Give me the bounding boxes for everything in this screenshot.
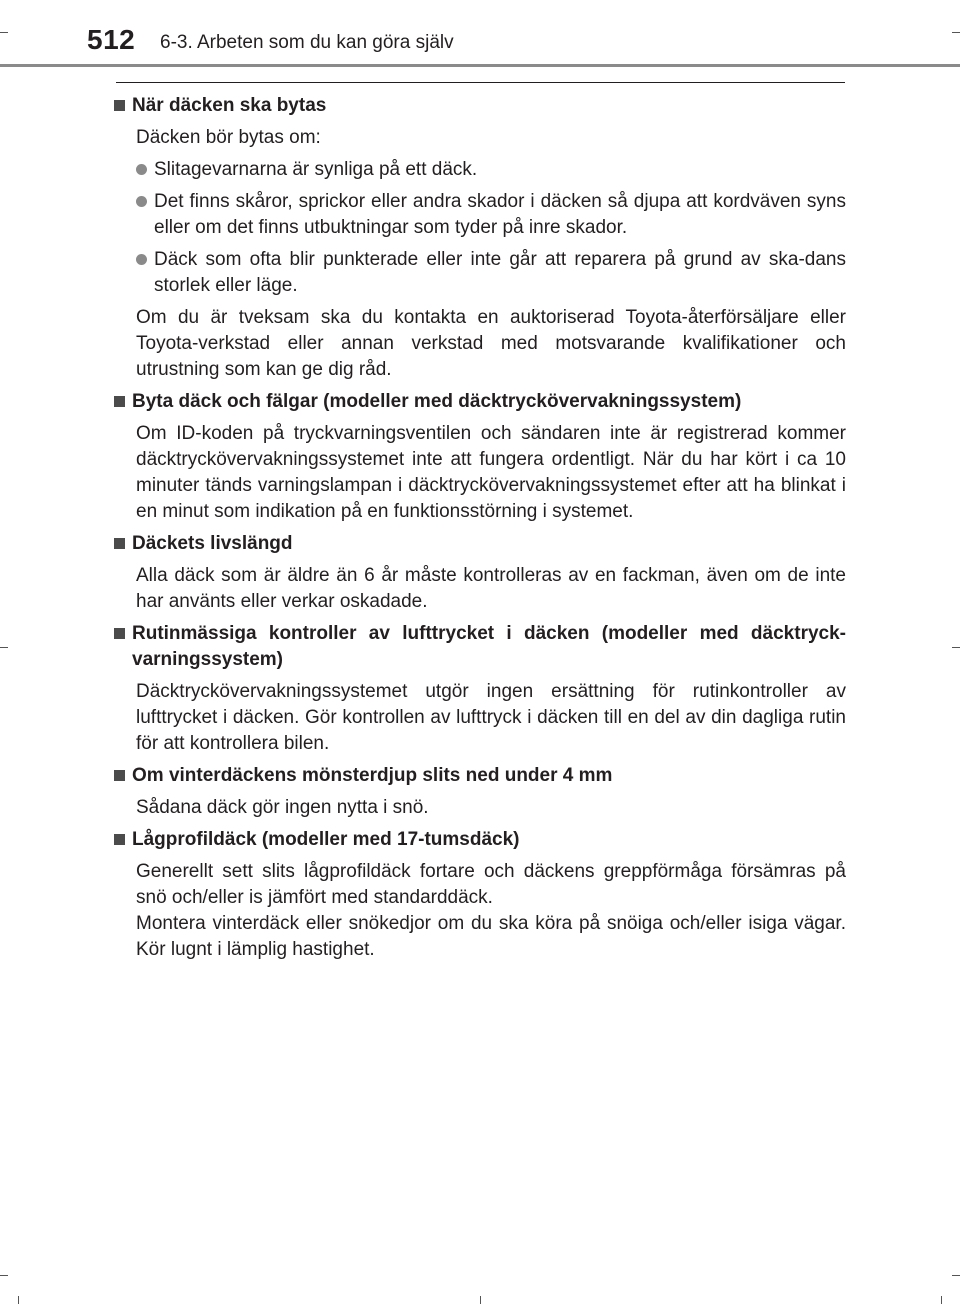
crop-mark <box>18 1296 19 1304</box>
square-bullet-icon <box>114 770 125 781</box>
list-item <box>136 157 846 183</box>
crop-mark <box>0 1275 8 1276</box>
crop-mark <box>952 647 960 648</box>
square-bullet-icon <box>114 100 125 111</box>
crop-mark <box>941 1296 942 1304</box>
heading-text: Rutinmässiga kontroller av lufttrycket i däcken (modeller med däcktryck-varningssystem) <box>132 623 846 670</box>
section-heading <box>114 93 846 119</box>
section-tire-lifespan <box>114 531 846 615</box>
circle-bullet-icon <box>136 164 147 175</box>
paragraph: Om ID-koden på tryckvarningsventilen och sändaren inte är registrerad kommer däcktryckövervakningssystemet inte att fungera ordentligt. När du har kört i ca 10 minuter tänds varningslampan i däcktryckövervakningssystemet efter att ha blinkat i en minut som indikation på en funktionsstörning i systemet. <box>136 423 846 522</box>
page-number: 512 <box>87 24 136 55</box>
circle-bullet-icon <box>136 196 147 207</box>
square-bullet-icon <box>114 396 125 407</box>
paragraph: Montera vinterdäck eller snökedjor om du ska köra på snöiga och/eller isiga vägar. Kör lugnt i lämplig hastighet. <box>136 913 846 960</box>
crop-mark <box>480 1296 481 1304</box>
square-bullet-icon <box>114 628 125 639</box>
paragraph: Sådana däck gör ingen nytta i snö. <box>136 797 429 818</box>
crop-mark <box>952 1275 960 1276</box>
section-heading <box>114 763 846 789</box>
section-heading <box>114 531 846 557</box>
section-winter-tread <box>114 763 846 821</box>
square-bullet-icon <box>114 538 125 549</box>
paragraph: Däcktryckövervakningssystemet utgör ingen ersättning för rutinkontroller av lufttrycket i däcken. Gör kontrollen av lufttryck i däcken till en del av din dagliga rutin för att kontrollera bilen. <box>136 681 846 754</box>
section-tpms-wheels <box>114 389 846 525</box>
list-item-text: Däck som ofta blir punkterade eller inte går att reparera på grund av ska-dans storlek eller läge. <box>154 249 846 296</box>
list-item-text: Slitagevarnarna är synliga på ett däck. <box>154 159 478 180</box>
page-content <box>114 93 846 969</box>
page-header <box>0 0 960 70</box>
section-low-profile <box>114 827 846 963</box>
section-heading <box>114 621 846 673</box>
heading-text: När däcken ska bytas <box>132 95 327 116</box>
paragraph: Om du är tveksam ska du kontakta en auktoriserad Toyota-återförsäljare eller Toyota-verkstad eller annan verkstad med motsvarande kvalifikationer och utrustning som kan ge dig råd. <box>136 307 846 380</box>
paragraph: Generellt sett slits lågprofildäck fortare och däckens greppförmåga försämras på snö och/eller is jämfört med standarddäck. <box>136 861 846 908</box>
section-title: 6-3. Arbeten som du kan göra själv <box>160 32 454 53</box>
square-bullet-icon <box>114 834 125 845</box>
heading-text: Lågprofildäck (modeller med 17-tumsdäck) <box>132 829 520 850</box>
list-item <box>136 189 846 241</box>
section-heading <box>114 827 846 853</box>
header-divider <box>0 64 960 67</box>
list-item-text: Det finns skåror, sprickor eller andra skador i däcken så djupa att kordväven syns eller om det finns utbuktningar som tyder på inre skador. <box>154 191 846 238</box>
heading-text: Byta däck och fälgar (modeller med däcktryckövervakningssystem) <box>132 391 742 412</box>
list-item <box>136 247 846 299</box>
heading-text: Om vinterdäckens mönsterdjup slits ned under 4 mm <box>132 765 613 786</box>
section-routine-checks <box>114 621 846 757</box>
circle-bullet-icon <box>136 254 147 265</box>
crop-mark <box>0 647 8 648</box>
section-tire-replacement <box>114 93 846 383</box>
content-divider <box>116 82 845 83</box>
paragraph: Alla däck som är äldre än 6 år måste kontrolleras av en fackman, även om de inte har använts eller verkar oskadade. <box>136 565 846 612</box>
heading-text: Däckets livslängd <box>132 533 293 554</box>
paragraph: Däcken bör bytas om: <box>136 127 321 148</box>
section-heading <box>114 389 846 415</box>
